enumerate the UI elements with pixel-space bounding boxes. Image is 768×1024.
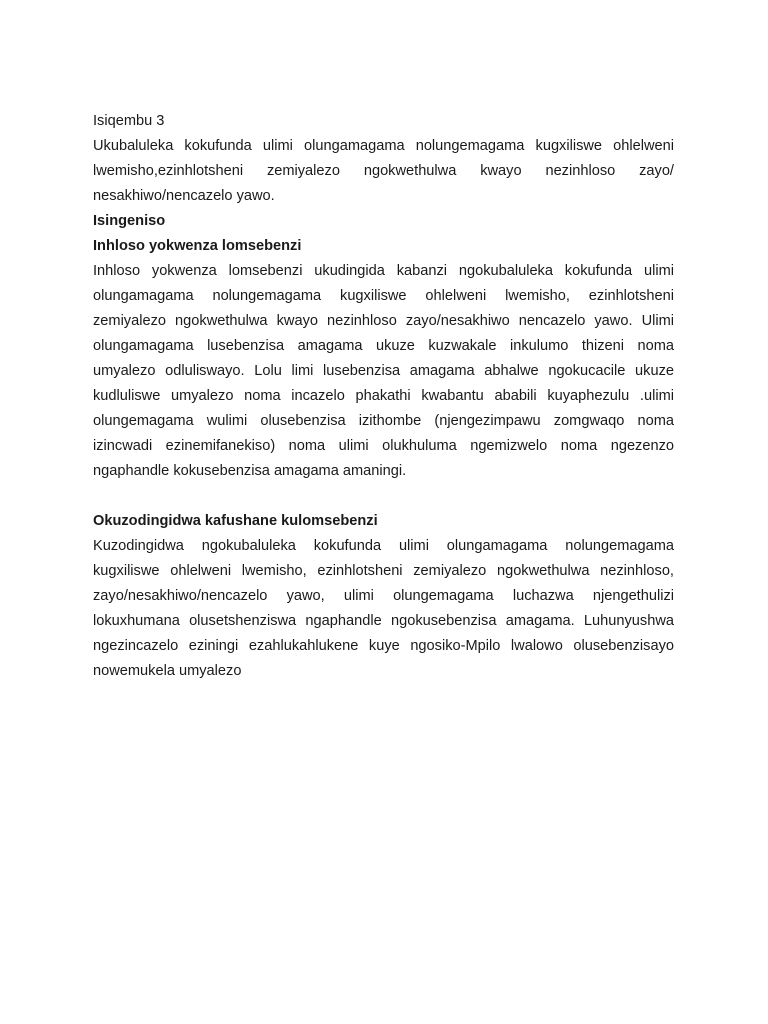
section-title: Isingeniso (93, 213, 166, 229)
purpose-paragraph: Inhloso yokwenza lomsebenzi ukudingida kabanzi ngokubaluleka kokufunda ulimi olungamagama nolungemagama kugxiliswe ohlelweni lwemisho, ezinhlotsheni zemiyalezo ngokwethulwa kwayo nezinhloso zayo/nesakhiwo nencazelo yawo. Ulimi olungamagama lusebenzisa amagama ukuze kuzwakale inkulumo thizeni noma umyalezo odluliswayo. Lolu limi lusebenzisa amagama abhalwe ngokucacile ukuze kudluliswe umyalezo noma incazelo phakathi kwabantu ababili kuyaphezulu .ulimi olungemagama wulimi olusebenzisa izithombe (njengezimpawu zomgwaqo noma izincwadi ezinemifanekiso) noma ulimi olukhuluma ngemizwelo noma ngezenzo ngaphandle kokusebenzisa amagama amaningi. (93, 263, 674, 479)
document-body (93, 109, 674, 684)
purpose-title: Inhloso yokwenza lomsebenzi (93, 238, 302, 254)
intro-paragraph: Ukubaluleka kokufunda ulimi olungamagama nolungemagama kugxiliswe ohlelweni lwemisho,ezinhlotsheni zemiyalezo ngokwethulwa kwayo nezinhloso zayo/ nesakhiwo/nencazelo yawo. (93, 138, 674, 204)
document-heading: Isiqembu 3 (93, 113, 165, 129)
summary-paragraph: Kuzodingidwa ngokubaluleka kokufunda ulimi olungamagama nolungemagama kugxiliswe ohlelweni lwemisho, ezinhlotsheni zemiyalezo ngokwethulwa nezinhloso, zayo/nesakhiwo/nencazelo yawo, ulimi olungemagama luchazwa njengethulizi lokuxhumana olusetshenziswa ngaphandle ngokusebenzisa amagama. Luhunyushwa ngezincazelo eziningi ezahlukahlukene kuye ngosiko-Mpilo lwalowo olusebenzisayo nowemukela umyalezo (93, 538, 674, 679)
summary-title: Okuzodingidwa kafushane kulomsebenzi (93, 513, 378, 529)
paragraph-spacer (93, 484, 674, 509)
